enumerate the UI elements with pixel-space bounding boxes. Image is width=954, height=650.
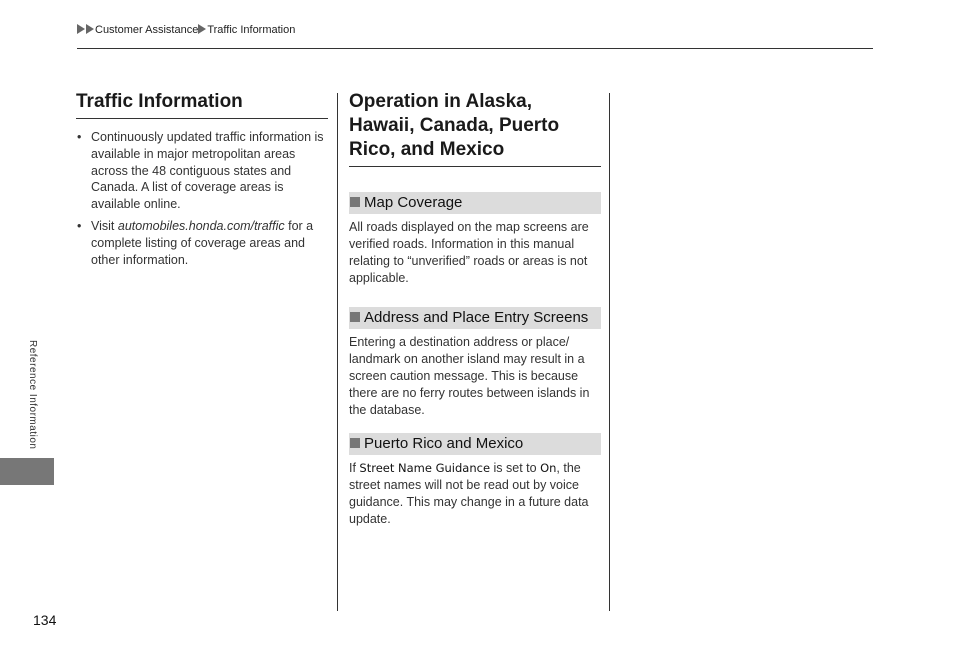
triangle-right-icon: [198, 24, 206, 34]
traffic-bullet-list: [76, 129, 328, 268]
section-heading-address-entry: [349, 307, 601, 329]
breadcrumb-customer-assistance[interactable]: Customer Assistance: [95, 24, 199, 36]
square-icon: [350, 197, 360, 207]
column-divider: [337, 93, 338, 611]
section-heading-label: Address and Place Entry Screens: [364, 309, 589, 326]
triangle-right-icon: [86, 24, 94, 34]
bullet-icon: •: [77, 218, 82, 233]
map-coverage-text: All roads displayed on the map screens are verified roads. Information in this manual relating to “unverified” roads or areas is not applicable.: [349, 220, 589, 285]
operation-column: [349, 90, 601, 528]
puerto-rico-suffix-text: , the street names will not be read out by voice guidance. This may change in a future data update.: [349, 461, 589, 526]
visit-suffix-text: for a complete listing of coverage areas and other information.: [91, 218, 314, 267]
side-section-label: Reference Information: [27, 340, 38, 450]
section-heading-label: Puerto Rico and Mexico: [364, 435, 524, 452]
section-heading-map-coverage: [349, 192, 601, 214]
is-set-to-text: is set to: [490, 461, 541, 475]
address-entry-text: Entering a destination address or place/ landmark on another island may result in a screen caution message. This is because there are no ferry routes between islands in the database.: [349, 335, 590, 417]
section-tab: [0, 458, 54, 485]
traffic-website-link[interactable]: automobiles.honda.com/traffic: [117, 218, 285, 233]
traffic-column: [76, 90, 328, 273]
street-name-guidance-setting: Street Name Guidance: [359, 461, 491, 475]
page-number: 134: [33, 612, 57, 628]
visit-text: Visit: [91, 218, 118, 233]
traffic-title: Traffic Information: [76, 90, 328, 119]
list-item: [76, 218, 328, 268]
puerto-rico-mexico-text: [349, 460, 601, 528]
on-setting-value: On: [540, 461, 557, 475]
list-item: [76, 129, 328, 213]
breadcrumb-traffic-information[interactable]: Traffic Information: [207, 24, 296, 36]
section-heading-label: Map Coverage: [364, 194, 463, 211]
square-icon: [350, 438, 360, 448]
column-divider: [609, 93, 610, 611]
bullet-icon: •: [77, 130, 82, 144]
if-text: If: [349, 461, 360, 475]
traffic-bullet-text: Continuously updated traffic information is available in major metropolitan areas across the 48 contiguous states and Canada. A list of coverage areas is available online.: [91, 130, 324, 212]
section-heading-puerto-rico-mexico: [349, 433, 601, 455]
operation-title: Operation in Alaska, Hawaii, Canada, Puerto Rico, and Mexico: [349, 90, 601, 167]
square-icon: [350, 312, 360, 322]
header-rule: [77, 48, 873, 49]
breadcrumb: [77, 24, 295, 36]
triangle-right-icon: [77, 24, 85, 34]
